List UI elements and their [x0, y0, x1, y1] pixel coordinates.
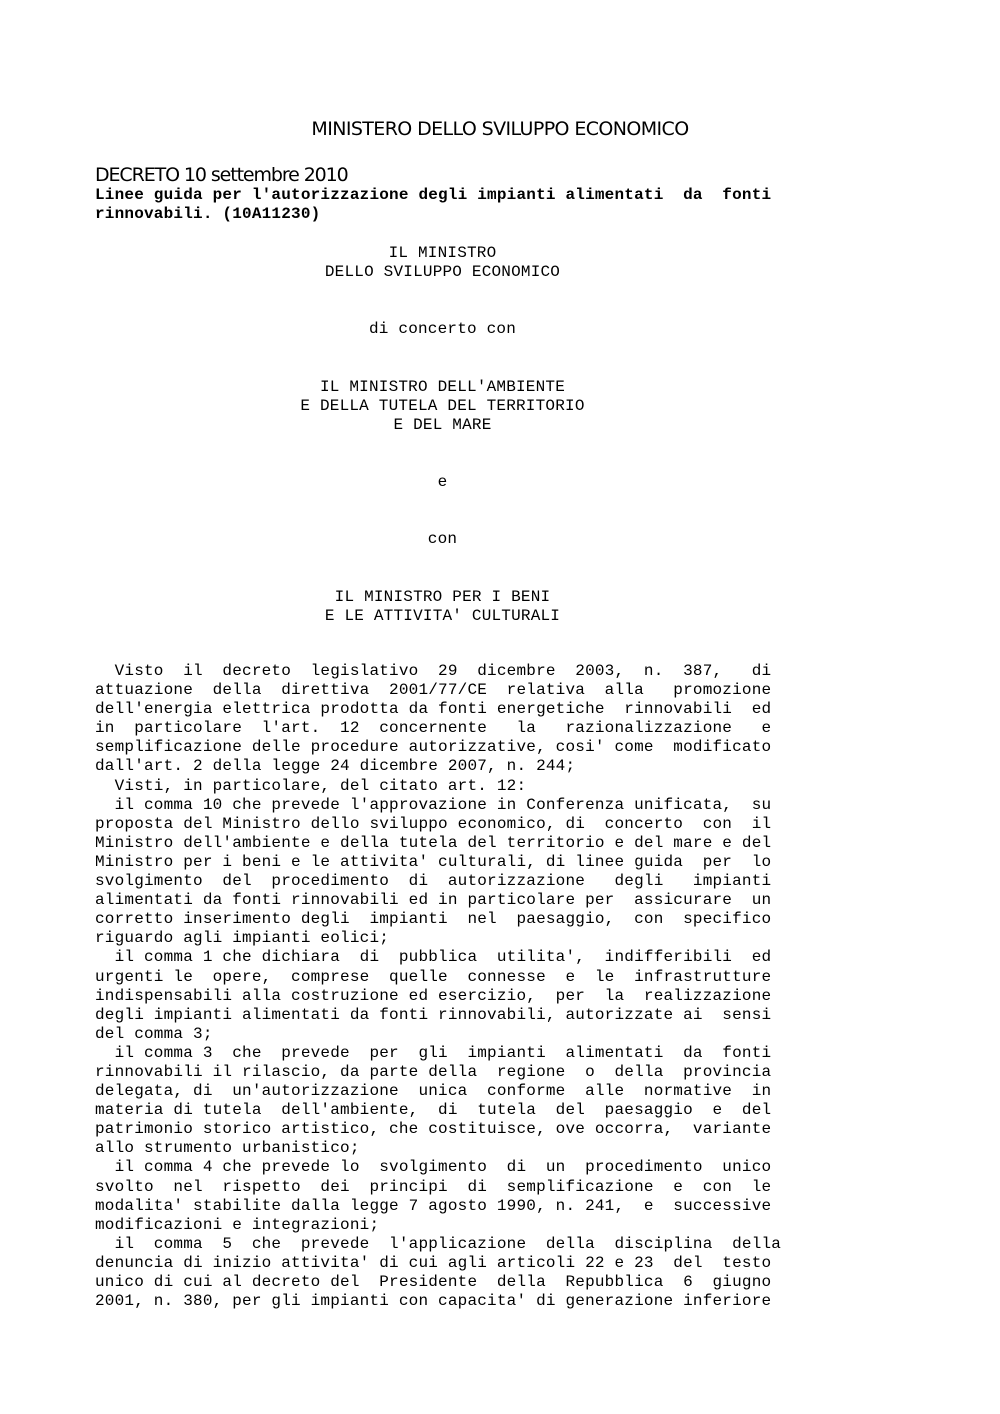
body-line: indispensabili alla costruzione ed esercizio, per la realizzazione — [95, 986, 772, 1005]
preamble-line — [95, 435, 790, 454]
preamble-line — [95, 301, 790, 320]
body-line: in particolare l'art. 12 concernente la razionalizzazione e — [95, 719, 772, 738]
preamble-line — [95, 569, 790, 588]
preamble-line — [95, 454, 790, 473]
body-line: il comma 10 che prevede l'approvazione in Conferenza unificata, su — [95, 795, 772, 814]
body-line: riguardo agli impianti eolici; — [95, 929, 390, 948]
body-line: semplificazione delle procedure autorizzative, cosi' come modificato — [95, 738, 772, 757]
body-line: Ministro dell'ambiente e della tutela del territorio e del mare e del — [95, 833, 772, 852]
preamble-line — [95, 550, 790, 569]
body-line: degli impianti alimentati da fonti rinnovabili, autorizzate ai sensi — [95, 1005, 772, 1024]
preamble-line: DELLO SVILUPPO ECONOMICO — [324, 263, 561, 282]
preamble-line: IL MINISTRO PER I BENI — [334, 587, 551, 606]
body-text — [95, 662, 790, 1311]
preamble-line: IL MINISTRO — [388, 244, 497, 262]
body-line: corretto inserimento degli impianti nel paesaggio, con specifico — [95, 910, 772, 929]
body-line: patrimonio storico artistico, che costituisce, ove occorra, variante — [95, 1120, 772, 1139]
preamble-line: con — [427, 530, 458, 549]
body-line: urgenti le opere, comprese quelle connesse e le infrastrutture — [95, 967, 772, 986]
body-line: allo strumento urbanistico; — [95, 1139, 360, 1158]
body-line: Visti, in particolare, del citato art. 12: — [95, 776, 527, 795]
decree-subtitle — [95, 186, 790, 224]
body-line: dell'energia elettrica prodotta da fonti energetiche rinnovabili ed — [95, 700, 772, 719]
body-line: del comma 3; — [95, 1024, 213, 1043]
preamble-line: E DELLA TUTELA DEL TERRITORIO — [300, 396, 585, 415]
preamble-line: di concerto con — [368, 320, 517, 339]
preamble-line — [95, 511, 790, 530]
body-line: attuazione della direttiva 2001/77/CE relativa alla promozione — [95, 681, 772, 700]
ministry-heading: MINISTERO DELLO SVILUPPO ECONOMICO — [311, 118, 689, 140]
body-line: svolto nel rispetto dei principi di semplificazione e con le — [95, 1177, 772, 1196]
preamble-line — [95, 359, 790, 378]
subtitle-line: rinnovabili. (10A11230) — [95, 205, 321, 223]
body-line: il comma 4 che prevede lo svolgimento di un procedimento unico — [95, 1158, 772, 1177]
body-line: modificazioni e integrazioni; — [95, 1215, 380, 1234]
body-line: dall'art. 2 della legge 24 dicembre 2007, n. 244; — [95, 757, 576, 776]
body-line: rinnovabili il rilascio, da parte della regione o della provincia — [95, 1062, 772, 1081]
body-line: denuncia di inizio attivita' di cui agli articoli 22 e 23 del testo — [95, 1253, 772, 1272]
body-line: alimentati da fonti rinnovabili ed in particolare per assicurare un — [95, 891, 772, 910]
preamble-line: e — [437, 473, 448, 492]
subtitle-line: Linee guida per l'autorizzazione degli impianti alimentati da fonti — [95, 186, 772, 204]
body-line: proposta del Ministro dello sviluppo economico, di concerto con il — [95, 814, 772, 833]
body-line: modalita' stabilite dalla legge 7 agosto 1990, n. 241, e successive — [95, 1196, 772, 1215]
preamble-line: E LE ATTIVITA' CULTURALI — [324, 606, 561, 625]
body-line: Ministro per i beni e le attivita' culturali, di linee guida per lo — [95, 852, 772, 871]
preamble-line — [95, 339, 790, 358]
preamble — [95, 244, 790, 626]
body-line: Visto il decreto legislativo 29 dicembre 2003, n. 387, di — [95, 662, 772, 680]
preamble-line — [95, 492, 790, 511]
body-line: unico di cui al decreto del Presidente della Repubblica 6 giugno — [95, 1273, 772, 1291]
body-line: il comma 5 che prevede l'applicazione della disciplina della — [95, 1234, 782, 1253]
body-line: 2001, n. 380, per gli impianti con capacita' di generazione inferiore — [95, 1292, 772, 1311]
body-line: materia di tutela dell'ambiente, di tutela del paesaggio e del — [95, 1101, 772, 1120]
body-line: il comma 3 che prevede per gli impianti alimentati da fonti — [95, 1043, 772, 1062]
body-line: delegata, di un'autorizzazione unica conforme alle normative in — [95, 1082, 772, 1101]
preamble-line — [95, 282, 790, 301]
preamble-line: E DEL MARE — [393, 415, 492, 434]
preamble-line: IL MINISTRO DELL'AMBIENTE — [319, 377, 566, 396]
body-line: svolgimento del procedimento di autorizzazione degli impianti — [95, 872, 772, 891]
body-line: il comma 1 che dichiara di pubblica utilita', indifferibili ed — [95, 948, 772, 967]
decree-title: DECRETO 10 settembre 2010 — [95, 164, 348, 186]
